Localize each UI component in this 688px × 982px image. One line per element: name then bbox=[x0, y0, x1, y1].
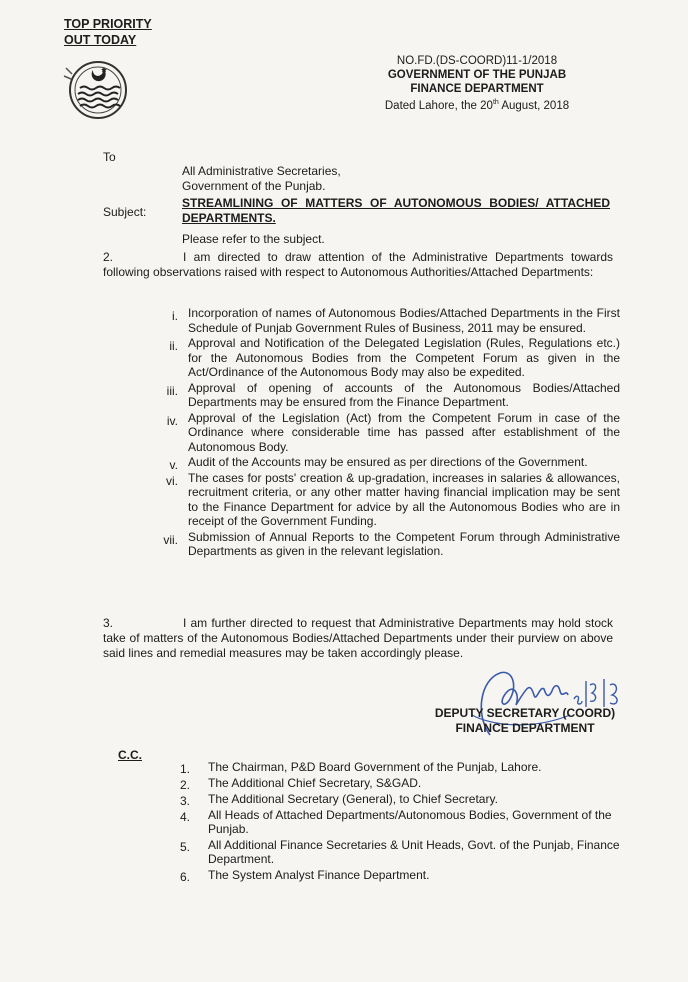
addressee-line-2: Government of the Punjab. bbox=[182, 179, 326, 193]
priority-line-2: OUT TODAY bbox=[64, 33, 137, 47]
paragraph-text: I am further directed to request that Administrative Departments may hold stock take of matters of the Autonomous Bodies/Attached Departments under their purview on above said lines and remedial measures may be taken accordingly please. bbox=[103, 616, 613, 660]
list-item: 4. All Heads of Attached Departments/Autonomous Bodies, Government of the Punjab. bbox=[180, 808, 612, 836]
paragraph-2 bbox=[103, 250, 613, 280]
subject-label: Subject: bbox=[103, 205, 147, 219]
organization-name: GOVERNMENT OF THE PUNJAB bbox=[387, 69, 567, 81]
list-item: i. Incorporation of names of Autonomous Bodies/Attached Departments in the First Schedule of Punjab Government Rules of Business, 2011 may be ensured. bbox=[172, 306, 620, 335]
addressee-line-1: All Administrative Secretaries, bbox=[182, 164, 341, 178]
department-name: FINANCE DEPARTMENT bbox=[410, 83, 544, 95]
paragraph-number: 3. bbox=[103, 616, 114, 630]
list-item: 1. The Chairman, P&D Board Government of the Punjab, Lahore. bbox=[180, 760, 542, 776]
letter-date: Dated Lahore, the 20th August, 2018 bbox=[384, 99, 570, 112]
paragraph-number: 2. bbox=[103, 250, 114, 264]
reference-number: NO.FD.(DS-COORD)11-1/2018 bbox=[396, 55, 558, 67]
signatory-title: DEPUTY SECRETARY (COORD) bbox=[434, 706, 616, 720]
list-item: 3. The Additional Secretary (General), to Chief Secretary. bbox=[180, 792, 498, 808]
subject-text: STREAMLINING OF MATTERS OF AUTONOMOUS BODIES/ ATTACHED DEPARTMENTS. bbox=[182, 196, 610, 225]
government-of-punjab-emblem-icon bbox=[60, 54, 130, 124]
refer-line: Please refer to the subject. bbox=[182, 232, 325, 246]
list-item: iv. Approval of the Legislation (Act) from the Competent Forum in case of the Ordinance where considerable time has passed after establishment of the Autonomous Body. bbox=[166, 410, 620, 454]
letter-header bbox=[352, 54, 602, 113]
list-item: 6. The System Analyst Finance Department. bbox=[180, 868, 430, 884]
signatory-department: FINANCE DEPARTMENT bbox=[455, 721, 595, 735]
signatory-block bbox=[420, 706, 630, 736]
list-item: v. Audit of the Accounts may be ensured as per directions of the Government. bbox=[169, 455, 588, 472]
list-item: 5. All Additional Finance Secretaries & Unit Heads, Govt. of the Punjab, Finance Department. bbox=[180, 838, 620, 866]
list-item: vii. Submission of Annual Reports to the Competent Forum through Administrative Departments as given in the relevant legislation. bbox=[163, 529, 620, 558]
paragraph-text: I am directed to draw attention of the Administrative Departments towards following observations raised with respect to Autonomous Authorities/Attached Departments: bbox=[103, 250, 613, 279]
observations-list bbox=[150, 306, 620, 560]
priority-line-1: TOP PRIORITY bbox=[64, 17, 152, 31]
list-item: iii. Approval of opening of accounts of the Autonomous Bodies/Attached Departments may be ensured from the Finance Department. bbox=[166, 380, 620, 409]
cc-label: C.C. bbox=[118, 748, 142, 762]
list-item: vi. The cases for posts' creation & up-gradation, increases in salaries & allowances, recruitment criteria, or any other matter having financial implication may be sent to the Finance Department for advice by all the Autonomous Bodies who are in receipt of the Government Funding. bbox=[166, 470, 620, 528]
to-label: To bbox=[103, 150, 116, 164]
list-item: ii. Approval and Notification of the Delegated Legislation (Rules, Regulations etc.) for the Autonomous Bodies from the Competent Forum as given in the Act/Ordinance of the Autonomous Body may also be expedited. bbox=[169, 336, 620, 379]
list-item: 2. The Additional Chief Secretary, S&GAD. bbox=[180, 776, 422, 792]
cc-list bbox=[180, 760, 630, 884]
priority-stamp bbox=[64, 16, 152, 48]
addressee bbox=[182, 164, 341, 194]
